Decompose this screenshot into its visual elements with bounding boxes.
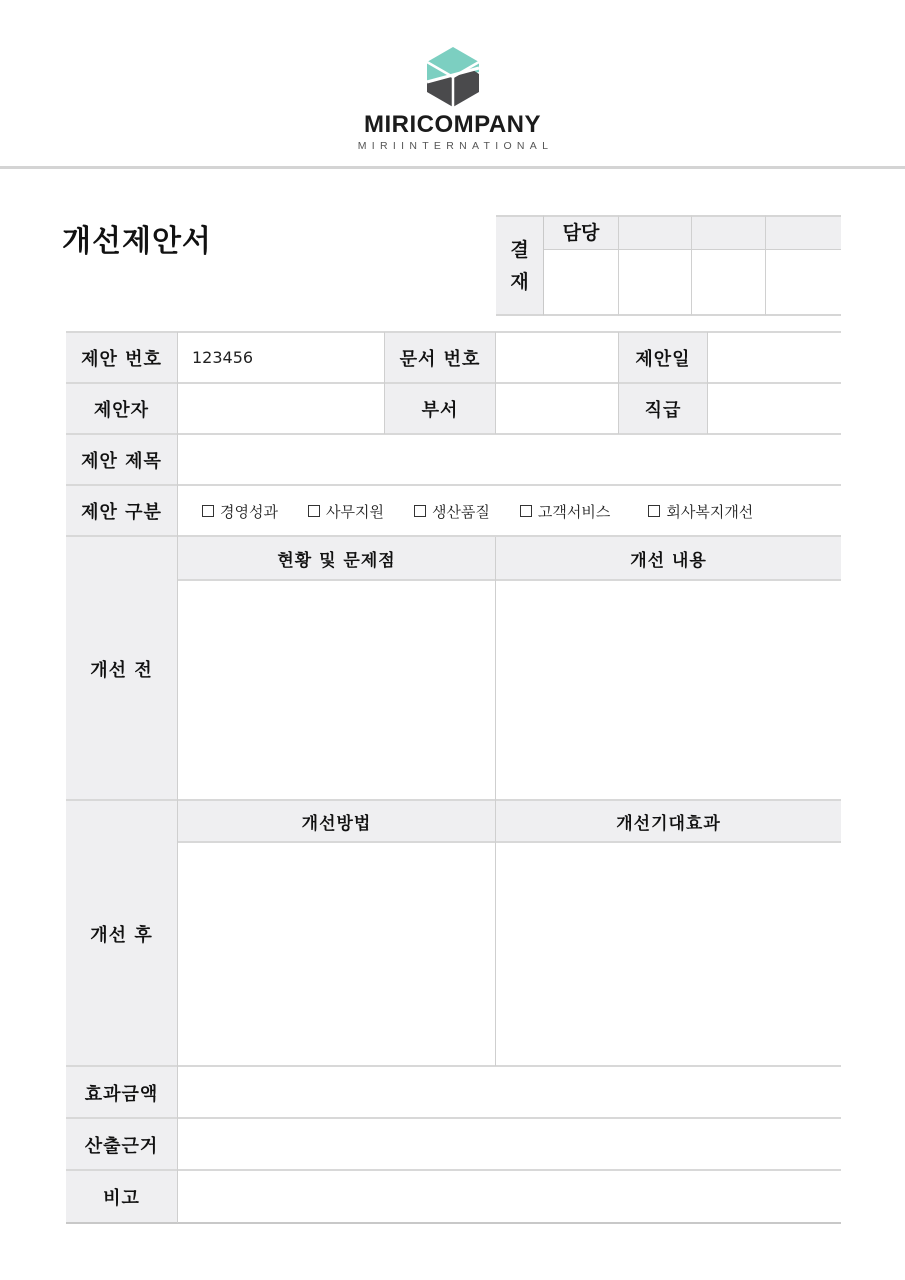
table-border (495, 332, 496, 434)
basis-field[interactable] (178, 1119, 841, 1170)
table-border (707, 332, 708, 434)
doc-no-label: 문서 번호 (385, 332, 495, 383)
dept-field[interactable] (496, 384, 618, 434)
proposer-field[interactable] (178, 384, 384, 434)
approval-box (496, 215, 841, 316)
approval-sign-field[interactable] (766, 250, 841, 314)
rank-label: 직급 (619, 384, 707, 434)
approval-label-2: 재 (510, 270, 529, 293)
table-border (384, 332, 385, 434)
page-header (0, 0, 905, 168)
approval-column-head (619, 217, 691, 250)
remarks-field[interactable] (178, 1171, 841, 1223)
checkbox-label: 사무지원 (325, 502, 384, 521)
header-divider (0, 166, 905, 169)
category-option-customer-service[interactable] (520, 501, 610, 522)
before-col2-head: 개선 내용 (496, 537, 841, 579)
category-checkbox-group (178, 486, 841, 536)
approval-side-label (496, 215, 544, 316)
table-border (66, 331, 841, 333)
approval-column-4 (766, 215, 841, 316)
table-border (66, 1222, 841, 1224)
company-logo-icon (425, 46, 481, 108)
approval-sign-field[interactable] (619, 250, 691, 314)
checkbox-icon[interactable] (308, 505, 320, 517)
proposal-no-label: 제안 번호 (66, 332, 177, 383)
checkbox-label: 회사복지개선 (666, 502, 754, 521)
checkbox-icon[interactable] (520, 505, 532, 517)
checkbox-icon[interactable] (648, 505, 660, 517)
after-col1-head: 개선방법 (178, 801, 495, 841)
brand-subtitle: MIRIINTERNATIONAL (357, 140, 554, 152)
table-border (66, 799, 841, 801)
proposal-form-table (66, 332, 841, 1224)
checkbox-icon[interactable] (202, 505, 214, 517)
checkbox-label: 생산품질 (431, 502, 490, 521)
table-border (66, 1169, 841, 1171)
category-label: 제안 구분 (66, 486, 177, 536)
table-border (66, 1117, 841, 1119)
proposal-date-label: 제안일 (619, 332, 707, 383)
category-option-welfare[interactable] (648, 501, 753, 522)
approval-column-head (766, 217, 841, 250)
brand-name: MIRICOMPANY (363, 111, 542, 138)
proposal-date-field[interactable] (708, 332, 841, 383)
table-border (177, 332, 178, 1223)
approval-label-1: 결 (510, 238, 529, 261)
checkbox-label: 고객서비스 (537, 502, 611, 521)
proposal-no-field[interactable]: 123456 (178, 332, 384, 383)
subject-field[interactable] (178, 435, 841, 485)
after-label: 개선 후 (66, 801, 177, 1066)
table-border (618, 332, 619, 434)
approval-column-head (692, 217, 765, 250)
doc-no-field[interactable] (496, 332, 618, 383)
approval-column-head: 담당 (544, 217, 618, 250)
effect-amount-field[interactable] (178, 1067, 841, 1118)
after-col2-head: 개선기대효과 (496, 801, 841, 841)
category-option-office-support[interactable] (308, 501, 384, 522)
approval-column-manager (544, 215, 619, 316)
improvement-content-field[interactable] (496, 581, 841, 800)
dept-label: 부서 (385, 384, 495, 434)
rank-field[interactable] (708, 384, 841, 434)
table-border (178, 579, 841, 581)
before-label: 개선 전 (66, 537, 177, 800)
category-option-production-quality[interactable] (414, 501, 490, 522)
approval-column-3 (692, 215, 766, 316)
proposer-label: 제안자 (66, 384, 177, 434)
approval-sign-field[interactable] (544, 250, 618, 314)
table-border (178, 841, 841, 843)
table-border (66, 484, 841, 486)
page-title: 개선제안서 (62, 224, 212, 259)
current-issues-field[interactable] (178, 581, 495, 800)
remarks-label: 비고 (66, 1171, 177, 1223)
basis-label: 산출근거 (66, 1119, 177, 1170)
table-border (495, 537, 496, 1066)
category-option-management[interactable] (202, 501, 278, 522)
checkbox-icon[interactable] (414, 505, 426, 517)
table-border (66, 433, 841, 435)
subject-label: 제안 제목 (66, 435, 177, 485)
expected-effect-field[interactable] (496, 843, 841, 1066)
table-border (66, 535, 841, 537)
improvement-method-field[interactable] (178, 843, 495, 1066)
effect-amount-label: 효과금액 (66, 1067, 177, 1118)
approval-column-2 (619, 215, 692, 316)
before-col1-head: 현황 및 문제점 (178, 537, 495, 579)
table-border (66, 1065, 841, 1067)
approval-sign-field[interactable] (692, 250, 765, 314)
checkbox-label: 경영성과 (220, 502, 278, 521)
table-border (66, 382, 841, 384)
